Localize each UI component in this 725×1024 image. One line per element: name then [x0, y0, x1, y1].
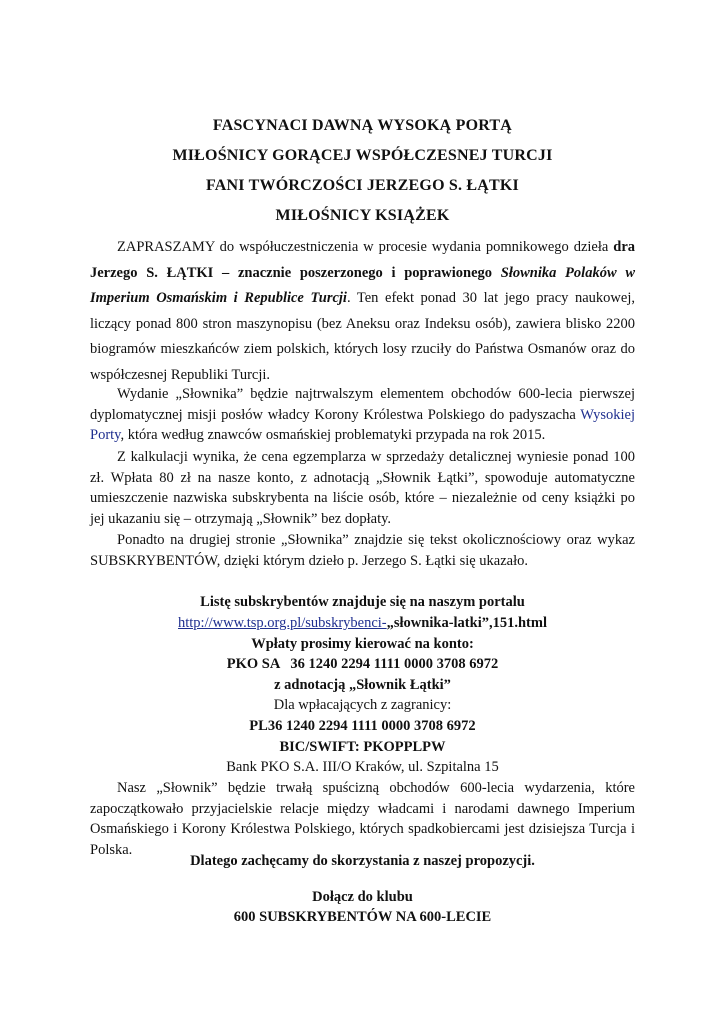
transfer-note: z adnotacją „Słownik Łątki”: [274, 677, 451, 693]
intro-author: dra Jerzego S. ŁĄTKI – znacznie poszerzonego i poprawionego: [90, 239, 635, 281]
intro-text-1: ZAPRASZAMY do współuczestniczenia w procesie wydania pomnikowego dzieła: [117, 239, 614, 255]
foreign-payers-label: Dla wpłacających z zagranicy:: [273, 697, 452, 713]
heading-2: MIŁOŚNICY GORĄCEJ WSPÓŁCZESNEJ TURCJI: [172, 147, 553, 164]
paragraph-legacy: Nasz „Słownik” będzie trwałą spuścizną obchodów 600-lecia wydarzenia, które zapoczątkowało przyjacielskie relacje między władcami i narodami dawnego Imperium Osmańskiego i Korony Królestwa Polskiego, których spadkobiercami jest dzisiejsza Turcja i Polska.: [90, 780, 635, 859]
bank-address: Bank PKO S.A. III/O Kraków, ul. Szpitalna 15: [226, 759, 499, 775]
heading-3: FANI TWÓRCZOŚCI JERZEGO S. ŁĄTKI: [206, 177, 519, 194]
swift-code: BIC/SWIFT: PKOPPLPW: [279, 739, 446, 755]
payment-request: Wpłaty prosimy kierować na konto:: [251, 636, 474, 652]
edition-text-1: Wydanie „Słownika” będzie najtrwalszym elementem obchodów 600-lecia pierwszej dyplomatycznej misji posłów władcy Korony Królestwa Polskiego do padyszacha: [90, 386, 635, 423]
wysokiej-porty-link[interactable]: Wysokiej Porty: [90, 406, 635, 444]
intro-book-title: Słownika Polaków w Imperium Osmańskim i Republice Turcji: [90, 264, 635, 306]
portal-url-tail: „słownika-latki”,151.html: [386, 615, 547, 631]
heading-4: MIŁOŚNICY KSIĄŻEK: [275, 207, 450, 224]
account-number: PKO SA 36 1240 2294 1111 0000 3708 6972: [226, 656, 499, 672]
paragraph-subscribers: Ponadto na drugiej stronie „Słownika” znajdzie się tekst okolicznościowy oraz wykaz SUBSKRYBENTÓW, dzięki którym dzieło p. Jerzego S. Łątki się ukazało.: [90, 532, 635, 569]
portal-url-line: [90, 613, 635, 633]
club-line-1: Dołącz do klubu: [312, 889, 413, 905]
club-line-2: 600 SUBSKRYBENTÓW NA 600-LECIE: [233, 909, 492, 925]
heading-1: FASCYNACI DAWNĄ WYSOKĄ PORTĄ: [212, 117, 513, 134]
edition-text-2: , która według znawców osmańskiej problematyki przypada na rok 2015.: [120, 427, 546, 444]
encouragement-line: Dlatego zachęcamy do skorzystania z naszej propozycji.: [190, 853, 535, 869]
iban-number: PL36 1240 2294 1111 0000 3708 6972: [249, 718, 476, 734]
intro-paragraph: [90, 235, 635, 388]
intro-text-2: . Ten efekt ponad 30 lat jego pracy naukowej, liczący ponad 800 stron maszynopisu (bez Aneksu oraz Indeksu osób), zawiera blisko 2200 biogramów mieszkańców ziem polskich, których losy rzuciły do Państwa Osmanów oraz do współczesnej Republiki Turcji.: [90, 290, 635, 383]
paragraph-price: Z kalkulacji wynika, że cena egzemplarza w sprzedaży detalicznej wyniesie ponad 100 zł. Wpłata 80 zł na nasze konto, z adnotacją „Słownik Łątki”, spowoduje automatyczne umieszczenie nazwiska subskrybenta na liście osób, które – niezależnie od ceny książki po jej ukazaniu się – otrzymają „Słownik” bez dopłaty.: [90, 449, 635, 528]
paragraph-edition: [90, 384, 635, 446]
portal-url-link[interactable]: http://www.tsp.org.pl/subskrybenci-: [178, 615, 387, 631]
portal-line: Listę subskrybentów znajduje się na naszym portalu: [200, 594, 525, 610]
